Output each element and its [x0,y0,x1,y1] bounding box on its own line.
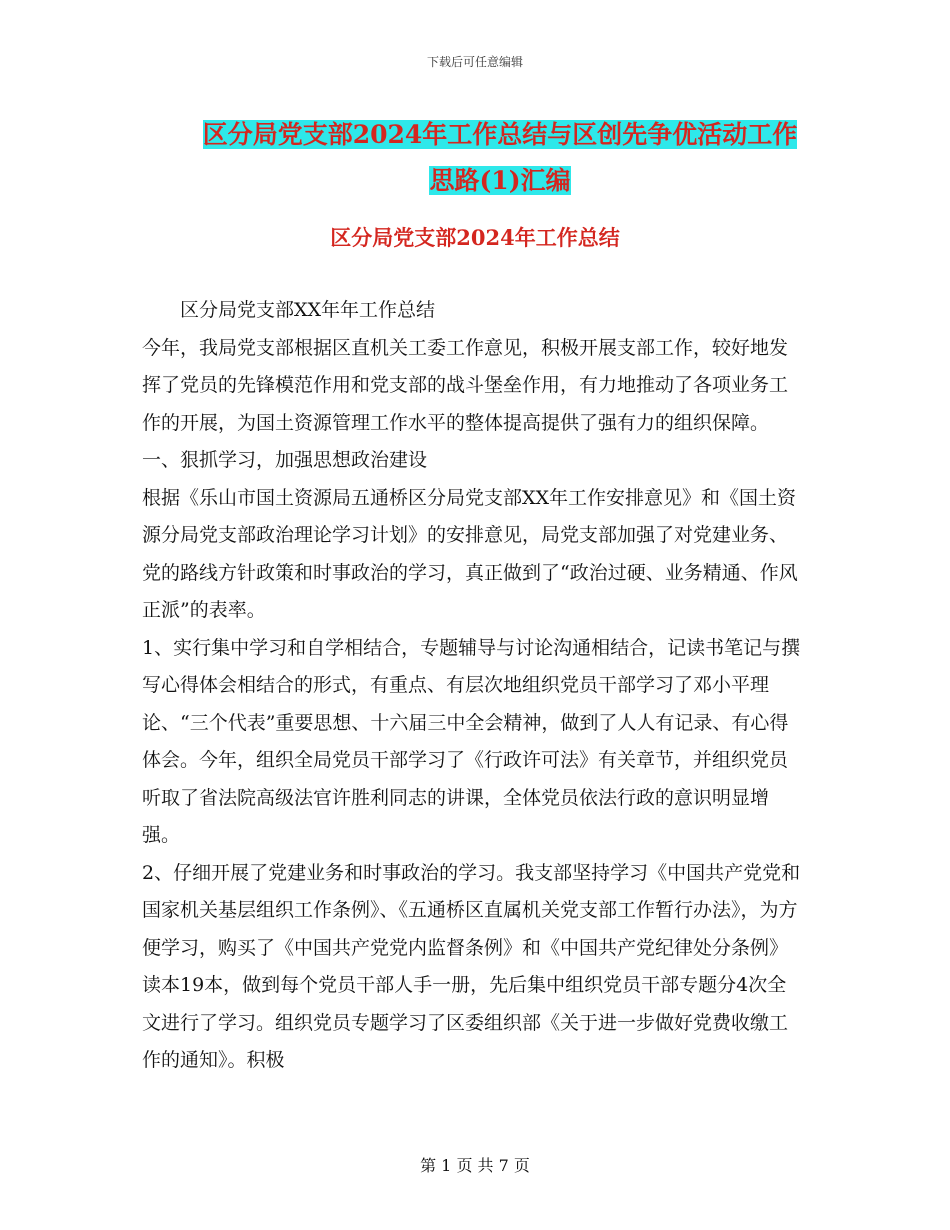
paragraph: 根据《乐山市国土资源局五通桥区分局党支部XX年工作安排意见》和《国土资源分局党支部政治理论学习计划》的安排意见，局党支部加强了对党建业务、党的路线方针政策和时事政治的学习，真正做到了“政治过硬、业务精通、作风正派”的表率。 [142,486,798,621]
paragraph: 1、实行集中学习和自学相结合，专题辅导与讨论沟通相结合，记读书笔记与撰写心得体会相结合的形式，有重点、有层次地组织党员干部学习了邓小平理论、“三个代表”重要思想、十六届三中全会精神，做到了人人有记录、有心得体会。今年，组织全局党员干部学习了《行政许可法》有关章节，并组织党员听取了省法院高级法官许胜利同志的讲课，全体党员依法行政的意识明显增强。 [142,636,801,846]
paragraph-heading: 区分局党支部XX年年工作总结 [180,299,436,321]
paragraph-section-heading: 一、狠抓学习，加强思想政治建设 [142,449,428,471]
paragraph: 2、仔细开展了党建业务和时事政治的学习。我支部坚持学习《中国共产党党和国家机关基层组织工作条例》、《五通桥区直属机关党支部工作暂行办法》，为方便学习，购买了《中国共产党党内监督条例》和《中国共产党纪律处分条例》读本19本，做到每个党员干部人手一册，先后集中组织党员干部专题分4次全文进行了学习。组织党员专题学习了区委组织部《关于进一步做好党费收缴工作的通知》。积极 [142,861,801,1071]
header-note: 下载后可任意编辑 [426,55,523,69]
page-footer: 第 1 页 共 7 页 [420,1156,530,1175]
body-text [142,292,802,1080]
title-line-1: 区分局党支部2024年工作总结与区创先争优活动工作 [202,120,798,149]
document-title [150,112,850,204]
section-title: 区分局党支部2024年工作总结 [330,225,620,250]
paragraph: 今年，我局党支部根据区直机关工委工作意见，积极开展支部工作，较好地发挥了党员的先锋模范作用和党支部的战斗堡垒作用，有力地推动了各项业务工作的开展，为国土资源管理工作水平的整体提高提供了强有力的组织保障。 [142,336,789,434]
title-line-2: 思路(1)汇编 [429,166,571,195]
